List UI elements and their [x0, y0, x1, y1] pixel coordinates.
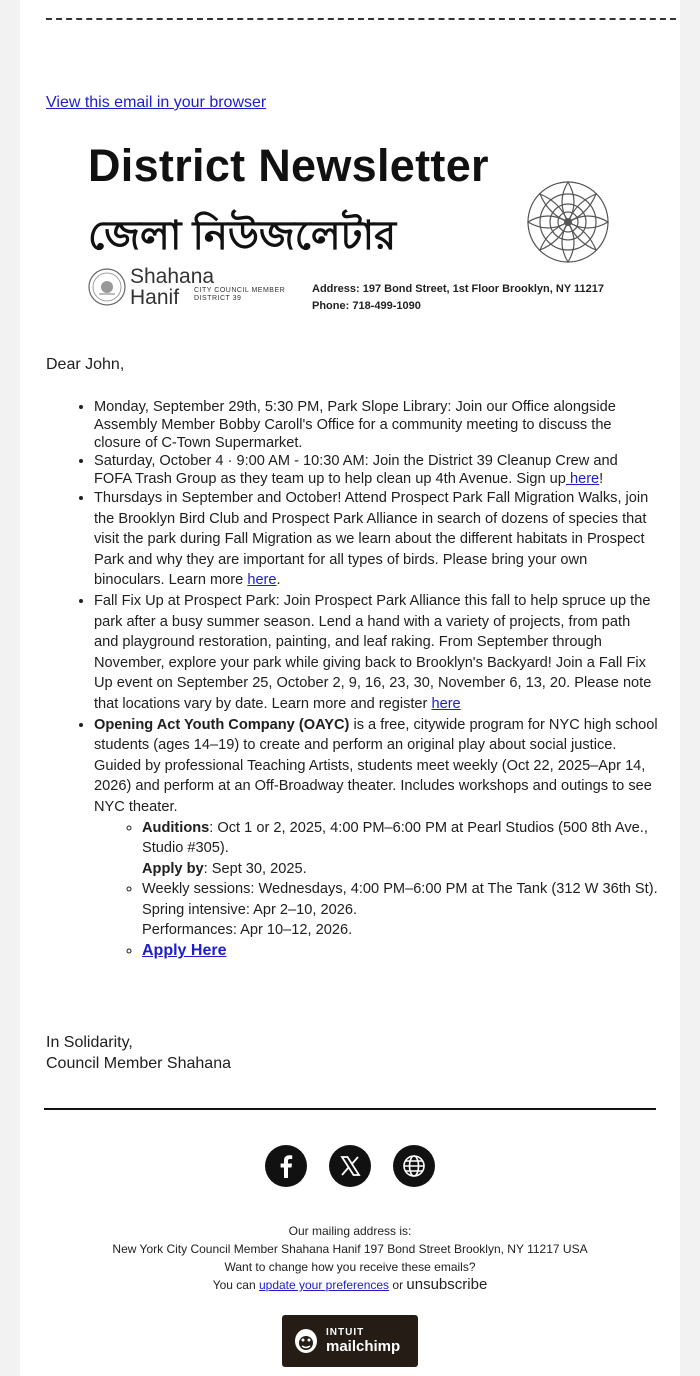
event-suffix: .	[276, 572, 281, 589]
spring-intensive: Spring intensive: Apr 2–10, 2026.	[142, 901, 358, 918]
closing-line: In Solidarity,	[46, 1034, 133, 1051]
office-phone: Phone: 718-499-1090	[312, 300, 421, 312]
change-prompt: Want to change how you receive these emails?	[224, 1260, 476, 1274]
mailing-label: Our mailing address is:	[288, 1224, 412, 1238]
mandala-ornament-icon	[520, 174, 616, 270]
cleanup-signup-link[interactable]: here	[565, 471, 600, 487]
event-text: Monday, September 29th, 5:30 PM, Park Slope Library: Join our Office alongside Assembly Member Bobby Caroll's Office for a community meeting to discuss the closure of C-Town Supermarket.	[94, 399, 616, 451]
fall-fix-up-register-link[interactable]: here	[431, 695, 461, 712]
update-preferences-link[interactable]: update your preferences	[258, 1278, 390, 1292]
office-address: Address: 197 Bond Street, 1st Floor Brooklyn, NY 11217	[312, 283, 605, 295]
performances: Performances: Apr 10–12, 2026.	[142, 922, 353, 939]
dashed-divider	[46, 18, 676, 20]
closing	[46, 1032, 231, 1074]
or-text: or	[389, 1278, 407, 1292]
event-text: is a free, citywide program for NYC high school students (ages 14–19) to create and perform an original play about social justice. Guided by professional Teaching Artists, students meet weekly (Oct 22, 2025–Apr 14, 2026) and perform at an Off-Broadway theater. Includes workshops and outings to see NYC theater.	[94, 716, 658, 815]
signature-first-name: Shahana	[130, 265, 215, 288]
view-in-browser-link[interactable]: View this email in your browser	[46, 94, 267, 111]
auditions-text: : Oct 1 or 2, 2025, 4:00 PM–6:00 PM at Pearl Studios (500 8th Ave., Studio #305).	[142, 819, 648, 857]
greeting: Dear John,	[46, 356, 125, 373]
email-card	[20, 0, 680, 1376]
oayc-auditions	[142, 818, 658, 880]
event-text: Fall Fix Up at Prospect Park: Join Prospect Park Alliance this fall to help spruce up the park after a busy summer season. Lend a hand with a variety of projects, from path and playground restoration, painting, and leaf raking. From September through November, explore your park while giving back to Brooklyn's Backyard! Join a Fall Fix Up event on September 25, October 2, 9, 16, 23, 30, November 6, 13, 20. Please note that locations vary by date. Learn more and register	[94, 592, 652, 712]
event-text: Saturday, October 4 · 9:00 AM - 10:30 AM: Join the District 39 Cleanup Crew and FOFA Trash Group as they team up to help clean up 4th Avenue. Sign up	[94, 453, 618, 487]
email-footer	[20, 1222, 680, 1294]
oayc-sessions	[142, 879, 658, 941]
event-item	[94, 591, 658, 715]
event-suffix: !	[599, 471, 604, 487]
mailchimp-logo-icon	[292, 1326, 320, 1356]
apply-here-link[interactable]: Apply Here	[142, 942, 227, 960]
event-item	[94, 452, 658, 488]
migration-walks-link[interactable]: here	[247, 572, 277, 589]
event-item	[94, 715, 658, 962]
you-can-text: You can	[212, 1278, 259, 1292]
auditions-label: Auditions	[142, 819, 210, 836]
city-seal-icon	[88, 268, 126, 306]
oayc-title: Opening Act Youth Company (OAYC)	[94, 716, 350, 733]
mailchimp-badge[interactable]	[282, 1315, 418, 1367]
closing-signature: Council Member Shahana	[46, 1055, 231, 1072]
signature-district: DISTRICT 39	[194, 295, 242, 302]
newsletter-title-english: District Newsletter	[88, 140, 489, 191]
facebook-icon[interactable]	[265, 1145, 307, 1187]
badge-intuit: INTUIT	[326, 1327, 365, 1338]
footer-divider	[44, 1108, 656, 1110]
oayc-details	[94, 818, 658, 962]
event-text: Thursdays in September and October! Attend Prospect Park Fall Migration Walks, join the Brooklyn Bird Club and Prospect Park Alliance in search of dozens of species that visit the park during Fall Migration as we learn about the different habitats in Prospect Park and why they are important for all types of birds. Please bring your own binoculars. Learn more	[94, 490, 649, 589]
x-icon[interactable]	[329, 1145, 371, 1187]
preferences-row	[20, 1276, 680, 1294]
apply-by-text: : Sept 30, 2025.	[203, 860, 307, 877]
oayc-apply	[142, 941, 658, 962]
newsletter-header-banner	[86, 138, 626, 328]
signature-last-name: Hanif	[130, 286, 180, 309]
weekly-sessions: Weekly sessions: Wednesdays, 4:00 PM–6:00 PM at The Tank (312 W 36th St).	[142, 881, 658, 898]
mailing-address: New York City Council Member Shahana Hanif 197 Bond Street Brooklyn, NY 11217 USA	[112, 1242, 588, 1256]
unsubscribe-link[interactable]: unsubscribe	[406, 1276, 488, 1293]
signature-title	[194, 287, 285, 303]
signature-role: CITY COUNCIL MEMBER	[194, 287, 286, 294]
office-contact	[312, 281, 604, 315]
event-item	[94, 488, 658, 591]
apply-by-label: Apply by	[142, 860, 204, 877]
events-list	[46, 398, 658, 962]
newsletter-title-bengali: জেলা নিউজলেটার	[88, 214, 397, 258]
badge-mailchimp: mailchimp	[326, 1338, 401, 1355]
event-item	[94, 398, 658, 452]
website-icon[interactable]	[393, 1145, 435, 1187]
